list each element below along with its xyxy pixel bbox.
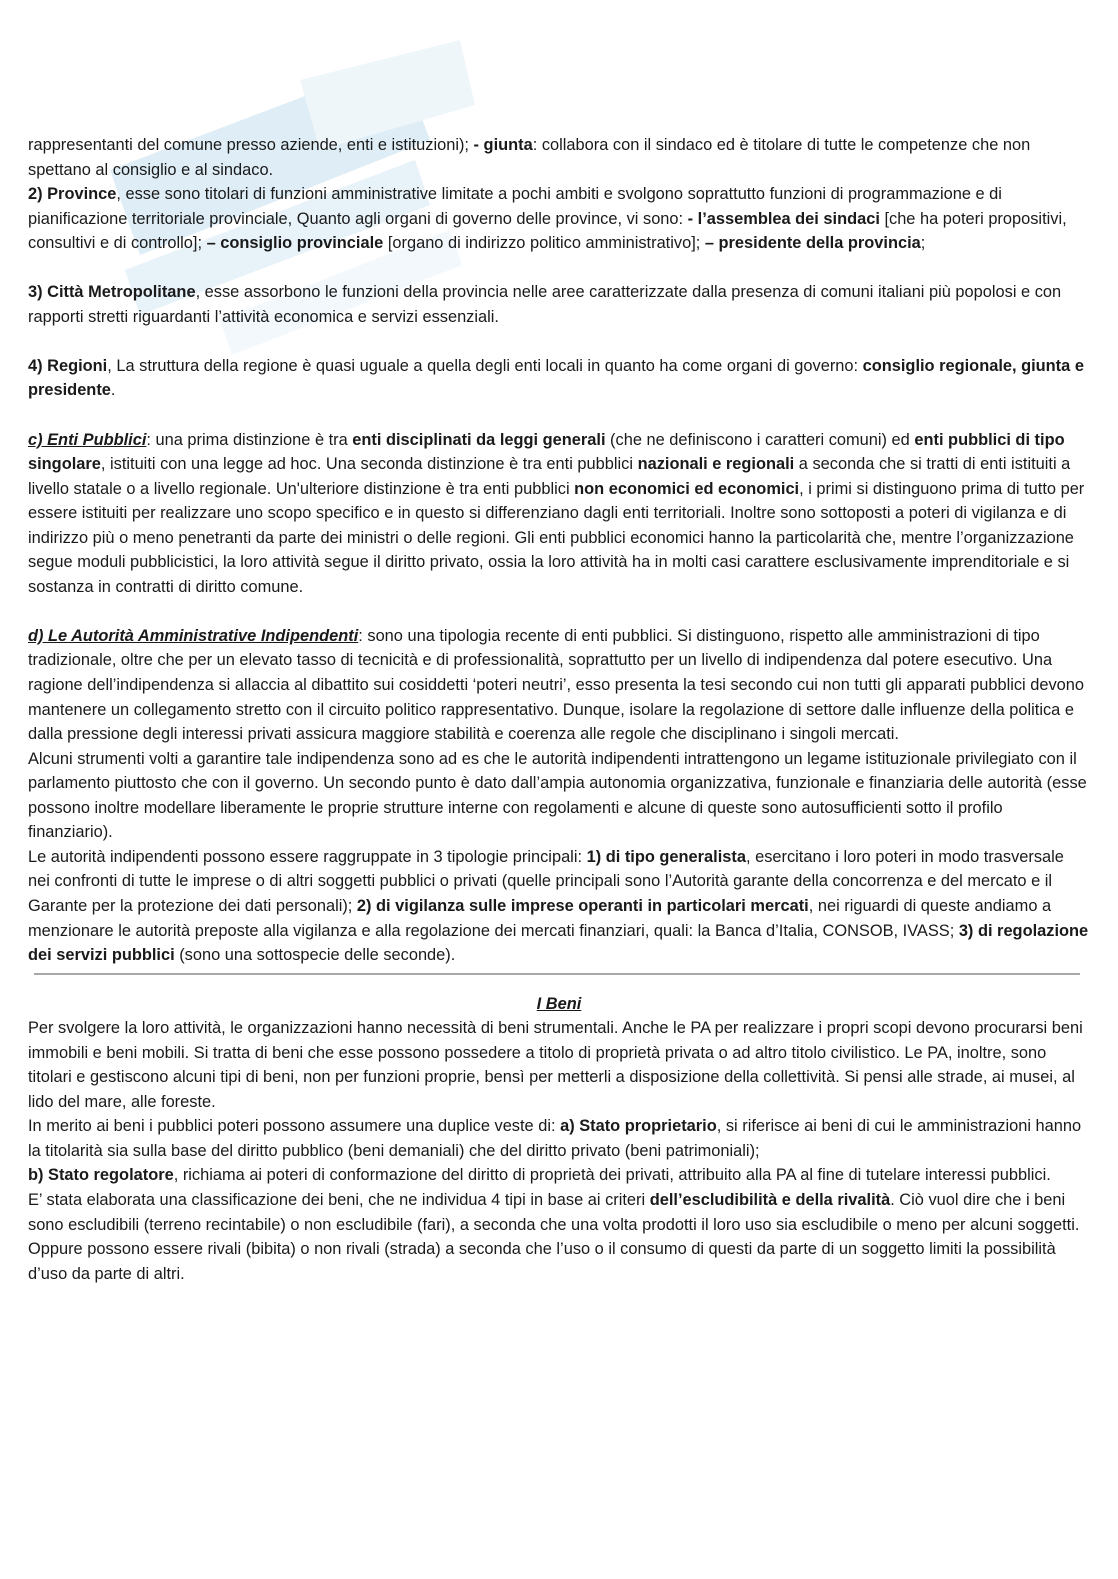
- regioni-paragraph: 4) Regioni, La struttura della regione è quasi uguale a quella degli enti locali in quanto ha come organi di governo: consiglio regionale, giunta e presidente.: [28, 356, 1084, 400]
- province-paragraph: 2) Province, esse sono titolari di funzioni amministrative limitate a pochi ambiti e svolgono soprattutto funzioni di programmazione e di pianificazione territoriale provinciale, Quanto agli organi di governo delle province, vi sono: - l’assemblea dei sindaci [che ha poteri propositivi, consultivi e di controllo]; – consiglio provinciale [organo di indirizzo politico amministrativo]; – presidente della provincia;: [28, 185, 1067, 253]
- section-separator: [28, 968, 1090, 992]
- spacer: [28, 599, 1090, 624]
- beni-paragraph-2: In merito ai beni i pubblici poteri possono assumere una duplice veste di: a) Stato proprietario, si riferisce ai beni di cui le amministrazioni hanno la titolarità sia sulla base del diritto pubblico (beni demaniali) che del diritto privato (beni patrimoniali);: [28, 1117, 1082, 1160]
- autorita-paragraph-3: Le autorità indipendenti possono essere raggruppate in 3 tipologie principali: 1) di tipo generalista, esercitano i loro poteri in modo trasversale nei confronti di tutte le imprese o di altri soggetti pubblici o privati (quelle principali sono l’Autorità garante della concorrenza e del mercato e il Garante per la protezione dei dati personali); 2) di vigilanza sulle imprese operanti in particolari mercati, nei riguardi di queste andiamo a menzionare le autorità preposte alla vigilanza e alla regolazione dei mercati finanziari, quali: la Banca d’Italia, CONSOB, IVASS; 3) di regolazione dei servizi pubblici (sono una sottospecie delle seconde).: [28, 847, 1089, 965]
- autorita-heading: d) Le Autorità Amministrative Indipendenti: [28, 626, 359, 645]
- beni-title: I Beni: [536, 994, 582, 1013]
- spacer: [28, 403, 1090, 428]
- spacer: [28, 256, 1090, 281]
- enti-paragraph: c) Enti Pubblici: una prima distinzione è tra enti disciplinati da leggi generali (che ne definiscono i caratteri comuni) ed enti pubblici di tipo singolare, istituiti con una legge ad hoc. Una seconda distinzione è tra enti pubblici nazionali e regionali a seconda che si tratti di enti istituiti a livello statale o a livello regionale. Un'ulteriore distinzione è tra enti pubblici non economici ed economici, i primi si distinguono prima di tutto per essere istituiti per realizzare uno scopo specifico e in questo si differenziano dagli enti territoriali. Inoltre sono sottoposti a poteri di vigilanza e di indirizzo più o meno penetranti da parte dei ministri o delle regioni. Gli enti pubblici economici hanno la particolarità che, mentre l’organizzazione segue moduli pubblicistici, la loro attività segue il diritto privato, ossia la loro attività ha in molti casi carattere esclusivamente imprenditoriale e si sostanza in contratti di diritto comune.: [28, 430, 1085, 596]
- intro-paragraph: rappresentanti del comune presso aziende, enti e istituzioni); - giunta: collabora con il sindaco ed è titolare di tutte le competenze che non spettano al consiglio e al sindaco.: [28, 136, 1031, 179]
- beni-paragraph-1: Per svolgere la loro attività, le organizzazioni hanno necessità di beni strumentali. Anche le PA per realizzare i propri scopi devono procurarsi beni immobili e beni mobili. Si tratta di beni che esse possono possedere a titolo di proprietà privata o ad altro titolo civilistico. Le PA, inoltre, sono titolari e gestiscono alcuni tipi di beni, non per funzioni proprie, bensì per metterli a disposizione della collettività. Si pensi alle strade, ai musei, al lido del mare, alle foreste.: [28, 1019, 1083, 1111]
- beni-paragraph-4: E’ stata elaborata una classificazione dei beni, che ne individua 4 tipi in base ai criteri dell’escludibilità e della rivalità. Ciò vuol dire che i beni sono escludibili (terreno recintabile) o non escludibile (fari), a seconda che una volta prodotti il loro uso sia escludibile o meno per alcuni soggetti. Oppure possono essere rivali (bibita) o non rivali (strada) a seconda che l’uso o il consumo di questi da parte di un soggetto limiti la possibilità d’uso da parte di altri.: [28, 1190, 1080, 1283]
- document-body: [28, 133, 1090, 1286]
- autorita-paragraph-2: Alcuni strumenti volti a garantire tale indipendenza sono ad es che le autorità indipendenti intrattengono un legame istituzionale privilegiato con il parlamento piuttosto che con il governo. Un secondo punto è dato dall’ampia autonomia organizzativa, funzionale e finanziaria delle autorità (esse possono inoltre modellare liberamente le proprie strutture interne con regolamenti e alcune di queste sono autosufficienti sotto il profilo finanziario).: [28, 749, 1087, 842]
- citta-paragraph: 3) Città Metropolitane, esse assorbono le funzioni della provincia nelle aree caratterizzate dalla presenza di comuni italiani più popolosi e con rapporti stretti riguardanti l’attività economica e servizi essenziali.: [28, 283, 1062, 326]
- spacer: [28, 329, 1090, 354]
- autorita-paragraph: d) Le Autorità Amministrative Indipendenti: sono una tipologia recente di enti pubblici. Si distinguono, rispetto alle amministrazioni di tipo tradizionale, oltre che per un elevato tasso di tecnicità e di professionalità, soprattutto per un livello di indipendenza dal potere esecutivo. Una ragione dell’indipendenza si allaccia al dibattito sui cosiddetti ‘poteri neutri’, esso presenta la tesi secondo cui non tutti gli apparati pubblici devono mantenere un collegamento stretto con il circuito politico rappresentativo. Dunque, isolare la regolazione di settore dalle influenze della politica e dalla pressione degli interessi privati assicura maggiore stabilità e coerenza alle regole che disciplinano i singoli mercati.: [28, 626, 1085, 744]
- beni-paragraph-3: b) Stato regolatore, richiama ai poteri di conformazione del diritto di proprietà dei privati, attribuito alla PA al fine di tutelare interessi pubblici.: [28, 1166, 1051, 1185]
- enti-heading: c) Enti Pubblici: [28, 430, 147, 449]
